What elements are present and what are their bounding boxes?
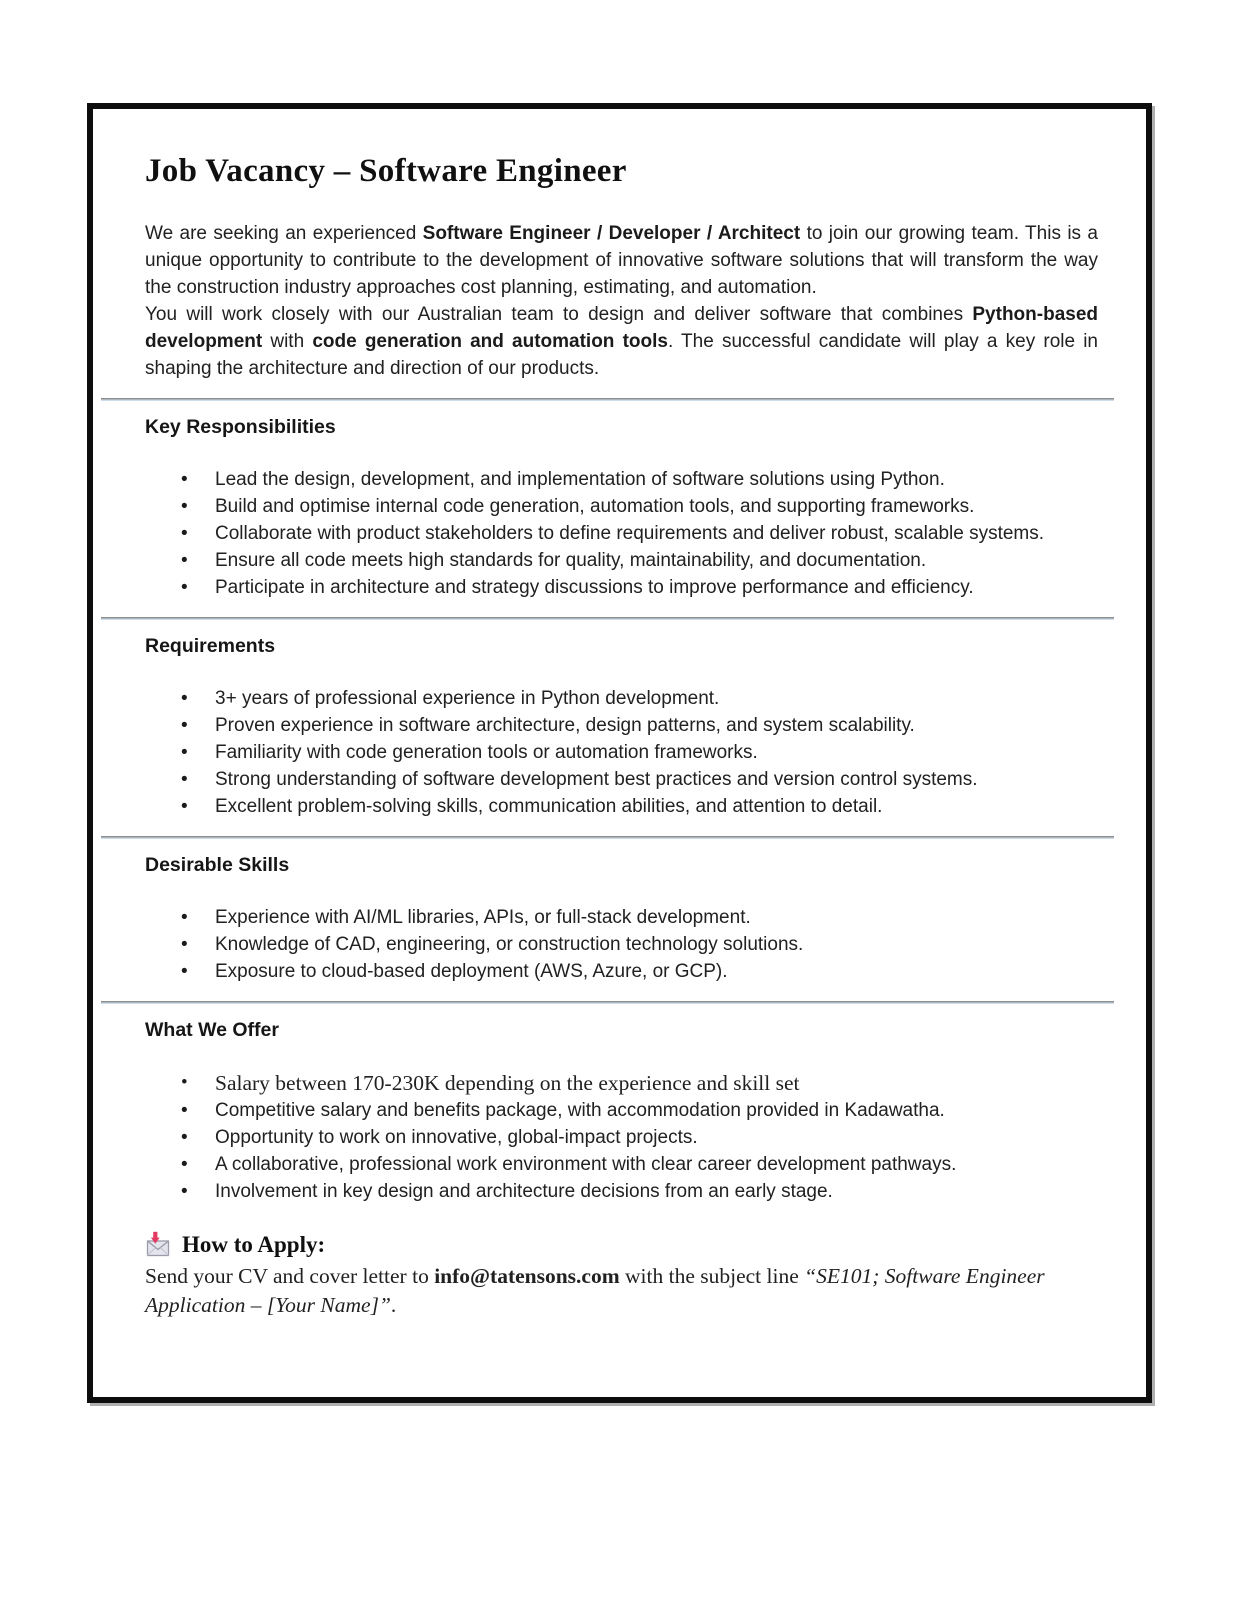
intro-text: with [262, 331, 313, 352]
bullet-item: • Ensure all code meets high standards for quality, maintainability, and documentation. [215, 547, 1098, 574]
how-to-apply-text [145, 1262, 1098, 1320]
intro-paragraph [145, 220, 1098, 382]
intro-text: . The successful candidate will play a key role in shaping the architecture and direction of our products. [145, 331, 1098, 379]
section-heading-key-responsibilities: Key Responsibilities [145, 416, 336, 438]
intro-python-bold: Python-based development [145, 304, 1098, 352]
how-to-apply-heading: How to Apply: [182, 1231, 326, 1257]
section-divider [101, 1001, 1114, 1004]
key-responsibilities-list [145, 466, 1098, 601]
bullet-item: • Excellent problem-solving skills, communication abilities, and attention to detail. [215, 793, 1098, 820]
intro-role-bold: Software Engineer / Developer / Architect [422, 223, 801, 244]
what-we-offer-list [145, 1069, 1098, 1205]
bullet-item: • Exposure to cloud-based deployment (AWS, Azure, or GCP). [215, 958, 1098, 985]
bullet-item: • Strong understanding of software development best practices and version control systems. [215, 766, 1098, 793]
how-to-apply-section [145, 1231, 1098, 1320]
document-frame [87, 103, 1152, 1403]
bullet-item: • Familiarity with code generation tools or automation frameworks. [215, 739, 1098, 766]
apply-subject-line: “SE101; Software Engineer Application – [Your Name]” [145, 1264, 1045, 1317]
bullet-item: • Proven experience in software architecture, design patterns, and system scalability. [215, 712, 1098, 739]
bullet-item: • 3+ years of professional experience in Python development. [215, 685, 1098, 712]
section-heading-desirable-skills: Desirable Skills [145, 854, 290, 876]
intro-tools-bold: code generation and automation tools [312, 331, 668, 352]
page-title: Job Vacancy – Software Engineer [145, 153, 627, 189]
how-to-apply-heading-row [145, 1231, 1098, 1258]
apply-text: with the subject line [619, 1264, 805, 1288]
bullet-item: • Knowledge of CAD, engineering, or construction technology solutions. [215, 931, 1098, 958]
bullet-item: • Involvement in key design and architecture decisions from an early stage. [215, 1178, 1098, 1205]
bullet-item: • Collaborate with product stakeholders to define requirements and deliver robust, scalable systems. [215, 520, 1098, 547]
incoming-envelope-icon [145, 1231, 172, 1258]
requirements-list [145, 685, 1098, 820]
section-divider [101, 836, 1114, 839]
section-requirements [145, 635, 1098, 820]
apply-email: info@tatensons.com [434, 1264, 620, 1288]
intro-text: to join our growing team. This is a unique opportunity to contribute to the development of innovative software solutions that will transform the way the construction industry approaches cost planning, estimating, and automation. [145, 223, 1099, 298]
section-what-we-offer [145, 1019, 1098, 1205]
bullet-item: • Lead the design, development, and implementation of software solutions using Python. [215, 466, 1098, 493]
bullet-item: • Opportunity to work on innovative, global-impact projects. [215, 1124, 1098, 1151]
intro-text: We are seeking an experienced [145, 223, 423, 244]
section-key-responsibilities [145, 416, 1098, 601]
intro-text: You will work closely with our Australian team to design and deliver software that combines [145, 304, 973, 325]
apply-text: Send your CV and cover letter to [145, 1264, 435, 1288]
bullet-item: • Build and optimise internal code generation, automation tools, and supporting frameworks. [215, 493, 1098, 520]
desirable-skills-list [145, 904, 1098, 985]
apply-text: . [390, 1293, 397, 1317]
bullet-item: • Competitive salary and benefits package, with accommodation provided in Kadawatha. [215, 1097, 1098, 1124]
section-heading-requirements: Requirements [145, 635, 276, 657]
section-divider [101, 617, 1114, 620]
bullet-item: • Participate in architecture and strategy discussions to improve performance and efficiency. [215, 574, 1098, 601]
bullet-item: • A collaborative, professional work environment with clear career development pathways. [215, 1151, 1098, 1178]
section-heading-what-we-offer: What We Offer [145, 1019, 279, 1041]
section-desirable-skills [145, 854, 1098, 985]
section-divider [101, 398, 1114, 401]
bullet-item: • Experience with AI/ML libraries, APIs, or full-stack development. [215, 904, 1098, 931]
bullet-item-salary: • Salary between 170-230K depending on the experience and skill set [215, 1069, 1098, 1097]
